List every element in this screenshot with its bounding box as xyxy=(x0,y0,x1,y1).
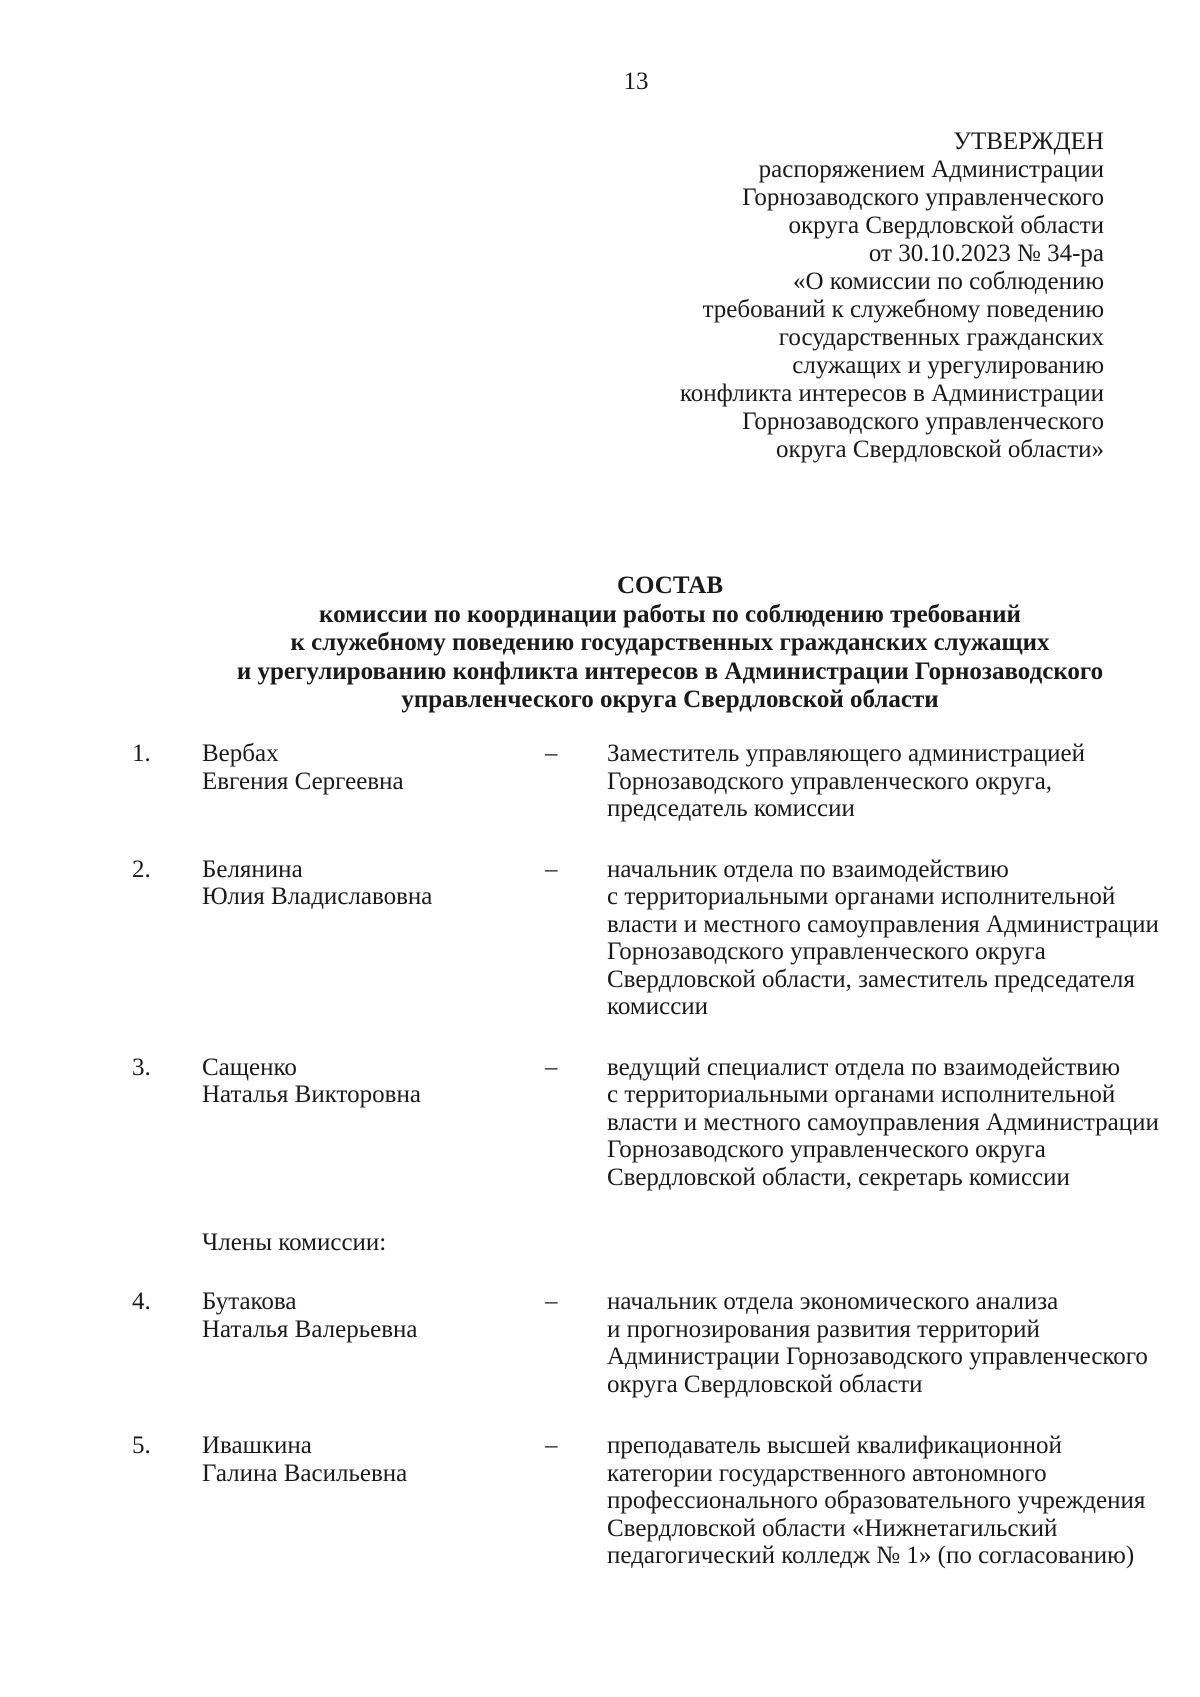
role-line: с территориальными органами исполнительной xyxy=(607,1081,1116,1108)
member-role xyxy=(607,740,1162,823)
approval-line: распоряжением Администрации xyxy=(758,156,1104,183)
document-title xyxy=(140,572,1200,715)
member-surname: Белянина xyxy=(202,855,303,883)
role-line: профессионального образовательного учреждения xyxy=(607,1487,1146,1514)
page-number: 13 xyxy=(623,68,649,95)
member-given-names: Наталья Викторовна xyxy=(202,1081,421,1108)
approval-line: служащих и урегулированию xyxy=(792,352,1104,379)
member-given-names: Юлия Владиславовна xyxy=(202,883,433,910)
title-line: комиссии по координации работы по соблюдению требований xyxy=(319,600,1021,628)
member-surname: Сащенко xyxy=(202,1053,297,1081)
approval-line: УТВЕРЖДЕН xyxy=(953,128,1104,155)
approval-line: округа Свердловской области» xyxy=(775,436,1104,463)
role-line: категории государственного автономного xyxy=(607,1459,1047,1487)
approval-line: «О комиссии по соблюдению xyxy=(792,268,1104,295)
title-line: и урегулированию конфликта интересов в Администрации Горнозаводского xyxy=(236,657,1104,685)
member-entry xyxy=(0,1432,1200,1570)
role-line: ведущий специалист отдела по взаимодействию xyxy=(607,1053,1121,1081)
role-line: Свердловской области, секретарь комиссии xyxy=(607,1163,1070,1191)
member-entry xyxy=(0,856,1200,1021)
role-line: Свердловской области «Нижнетагильский xyxy=(607,1514,1058,1542)
role-line: Заместитель управляющего администрацией xyxy=(607,740,1085,767)
title-heading: СОСТАВ xyxy=(616,572,724,599)
member-number: 3. xyxy=(132,1053,151,1081)
member-number: 5. xyxy=(132,1432,151,1459)
dash-separator: – xyxy=(545,740,558,767)
role-line: Горнозаводского управленческого округа, xyxy=(607,767,1053,795)
members-list xyxy=(0,740,1200,1570)
approval-line: Горнозаводского управленческого xyxy=(742,184,1104,211)
dash-separator: – xyxy=(545,1432,558,1459)
role-line: с территориальными органами исполнительной xyxy=(607,883,1116,910)
title-line: к служебному поведению государственных гражданских служащих xyxy=(290,629,1050,656)
member-entry xyxy=(0,1288,1200,1398)
approval-line: Горнозаводского управленческого xyxy=(742,408,1104,435)
role-line: Горнозаводского управленческого округа xyxy=(607,1136,1046,1163)
role-line: начальник отдела по взаимодействию xyxy=(607,855,1009,883)
member-surname: Вербах xyxy=(202,740,279,767)
role-line: округа Свердловской области xyxy=(607,1370,923,1398)
member-surname: Бутакова xyxy=(202,1288,297,1315)
role-line: преподаватель высшей квалификационной xyxy=(607,1432,1062,1459)
role-line: Горнозаводского управленческого округа xyxy=(607,938,1046,965)
member-name xyxy=(202,856,532,911)
role-line: Свердловской области, заместитель председателя xyxy=(607,965,1135,993)
role-line: власти и местного самоуправления Администрации xyxy=(607,910,1159,938)
approval-stamp xyxy=(544,128,1104,464)
member-role xyxy=(607,1288,1162,1398)
title-line: управленческого округа Свердловской области xyxy=(401,686,939,713)
approval-line: конфликта интересов в Администрации xyxy=(679,380,1104,407)
member-surname: Ивашкина xyxy=(202,1432,312,1459)
member-name xyxy=(202,740,532,795)
role-line: власти и местного самоуправления Администрации xyxy=(607,1108,1159,1136)
member-given-names: Галина Васильевна xyxy=(202,1459,408,1487)
member-number: 4. xyxy=(132,1288,151,1315)
member-number: 2. xyxy=(132,855,151,883)
dash-separator: – xyxy=(545,1053,558,1081)
member-name xyxy=(202,1054,532,1109)
dash-separator: – xyxy=(545,1288,558,1315)
member-role xyxy=(607,856,1162,1021)
dash-separator: – xyxy=(545,855,558,883)
role-line: комиссии xyxy=(607,993,709,1020)
member-entry xyxy=(0,1054,1200,1192)
approval-line: государственных гражданских xyxy=(778,324,1104,351)
role-line: Администрации Горнозаводского управленческого xyxy=(607,1343,1148,1370)
member-name xyxy=(202,1432,532,1487)
role-line: и прогнозирования развития территорий xyxy=(607,1315,1040,1343)
member-role xyxy=(607,1432,1162,1570)
role-line: начальник отдела экономического анализа xyxy=(607,1288,1059,1315)
member-number: 1. xyxy=(132,740,151,767)
role-line: председатель комиссии xyxy=(607,795,855,822)
member-given-names: Наталья Валерьевна xyxy=(202,1315,418,1343)
approval-line: требований к служебному поведению xyxy=(702,296,1104,323)
approval-line: от 30.10.2023 № 34-ра xyxy=(868,240,1104,267)
members-section-label: Члены комиссии: xyxy=(202,1229,387,1256)
role-line: педагогический колледж № 1» (по согласованию) xyxy=(607,1542,1135,1569)
member-role xyxy=(607,1054,1162,1192)
member-entry xyxy=(0,740,1200,823)
member-given-names: Евгения Сергеевна xyxy=(202,767,404,795)
approval-line: округа Свердловской области xyxy=(788,212,1104,239)
member-name xyxy=(202,1288,532,1343)
